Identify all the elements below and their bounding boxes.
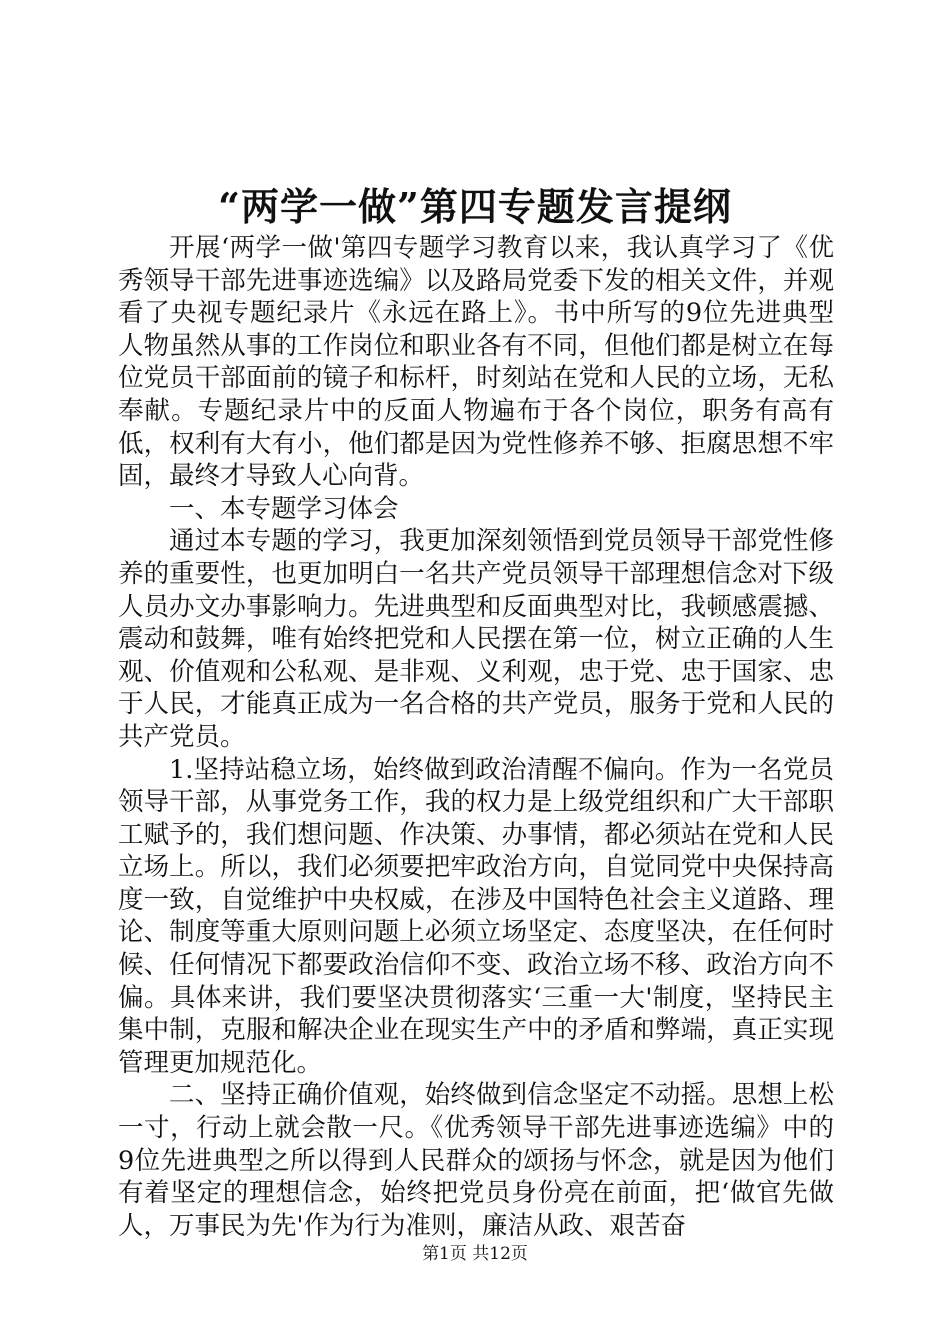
document-title: “两学一做”第四专题发言提纲 [218, 184, 732, 229]
page-footer: 第1页 共12页 [422, 1244, 528, 1264]
document-body [118, 232, 834, 1242]
body-paragraph: 二、坚持正确价值观，始终做到信念坚定不动摇。思想上松一寸，行动上就会散一尺。《优秀领导干部先进事迹选编》中的9位先进典型之所以得到人民群众的颂扬与怀念，就是因为他们有着坚定的理想信念，始终把党员身份亮在前面，把‘做官先做人，万事民为先'作为行为准则，廉洁从政、艰苦奋 [118, 1080, 834, 1241]
intro-paragraph: 开展‘两学一做'第四专题学习教育以来，我认真学习了《优秀领导干部先进事迹选编》以及路局党委下发的相关文件，并观看了央视专题纪录片《永远在路上》。书中所写的9位先进典型人物虽然从事的工作岗位和职业各有不同，但他们都是树立在每位党员干部面前的镜子和标杆，时刻站在党和人民的立场，无私奉献。专题纪录片中的反面人物遍布于各个岗位，职务有高有低，权利有大有小，他们都是因为党性修养不够、拒腐思想不牢固，最终才导致人心向背。 [118, 233, 834, 492]
body-paragraph: 通过本专题的学习，我更加深刻领悟到党员领导干部党性修养的重要性，也更加明白一名共产党员领导干部理想信念对下级人员办文办事影响力。先进典型和反面典型对比，我顿感震撼、震动和鼓舞，唯有始终把党和人民摆在第一位，树立正确的人生观、价值观和公私观、是非观、义利观，忠于党、忠于国家、忠于人民，才能真正成为一名合格的共产党员，服务于党和人民的共产党员。 [118, 526, 834, 752]
section-heading-1: 一、本专题学习体会 [169, 493, 399, 524]
body-paragraph: 1.坚持站稳立场，始终做到政治清醒不偏向。作为一名党员领导干部，从事党务工作，我的权力是上级党组织和广大干部职工赋予的，我们想问题、作决策、办事情，都必须站在党和人民立场上。所以，我们必须要把牢政治方向，自觉同党中央保持高度一致，自觉维护中央权威，在涉及中国特色社会主义道路、理论、制度等重大原则问题上必须立场坚定、态度坚决，在任何时候、任何情况下都要政治信仰不变、政治立场不移、政治方向不偏。具体来讲，我们要坚决贯彻落实‘三重一大'制度，坚持民主集中制，克服和解决企业在现实生产中的矛盾和弊端，真正实现管理更加规范化。 [118, 754, 834, 1078]
